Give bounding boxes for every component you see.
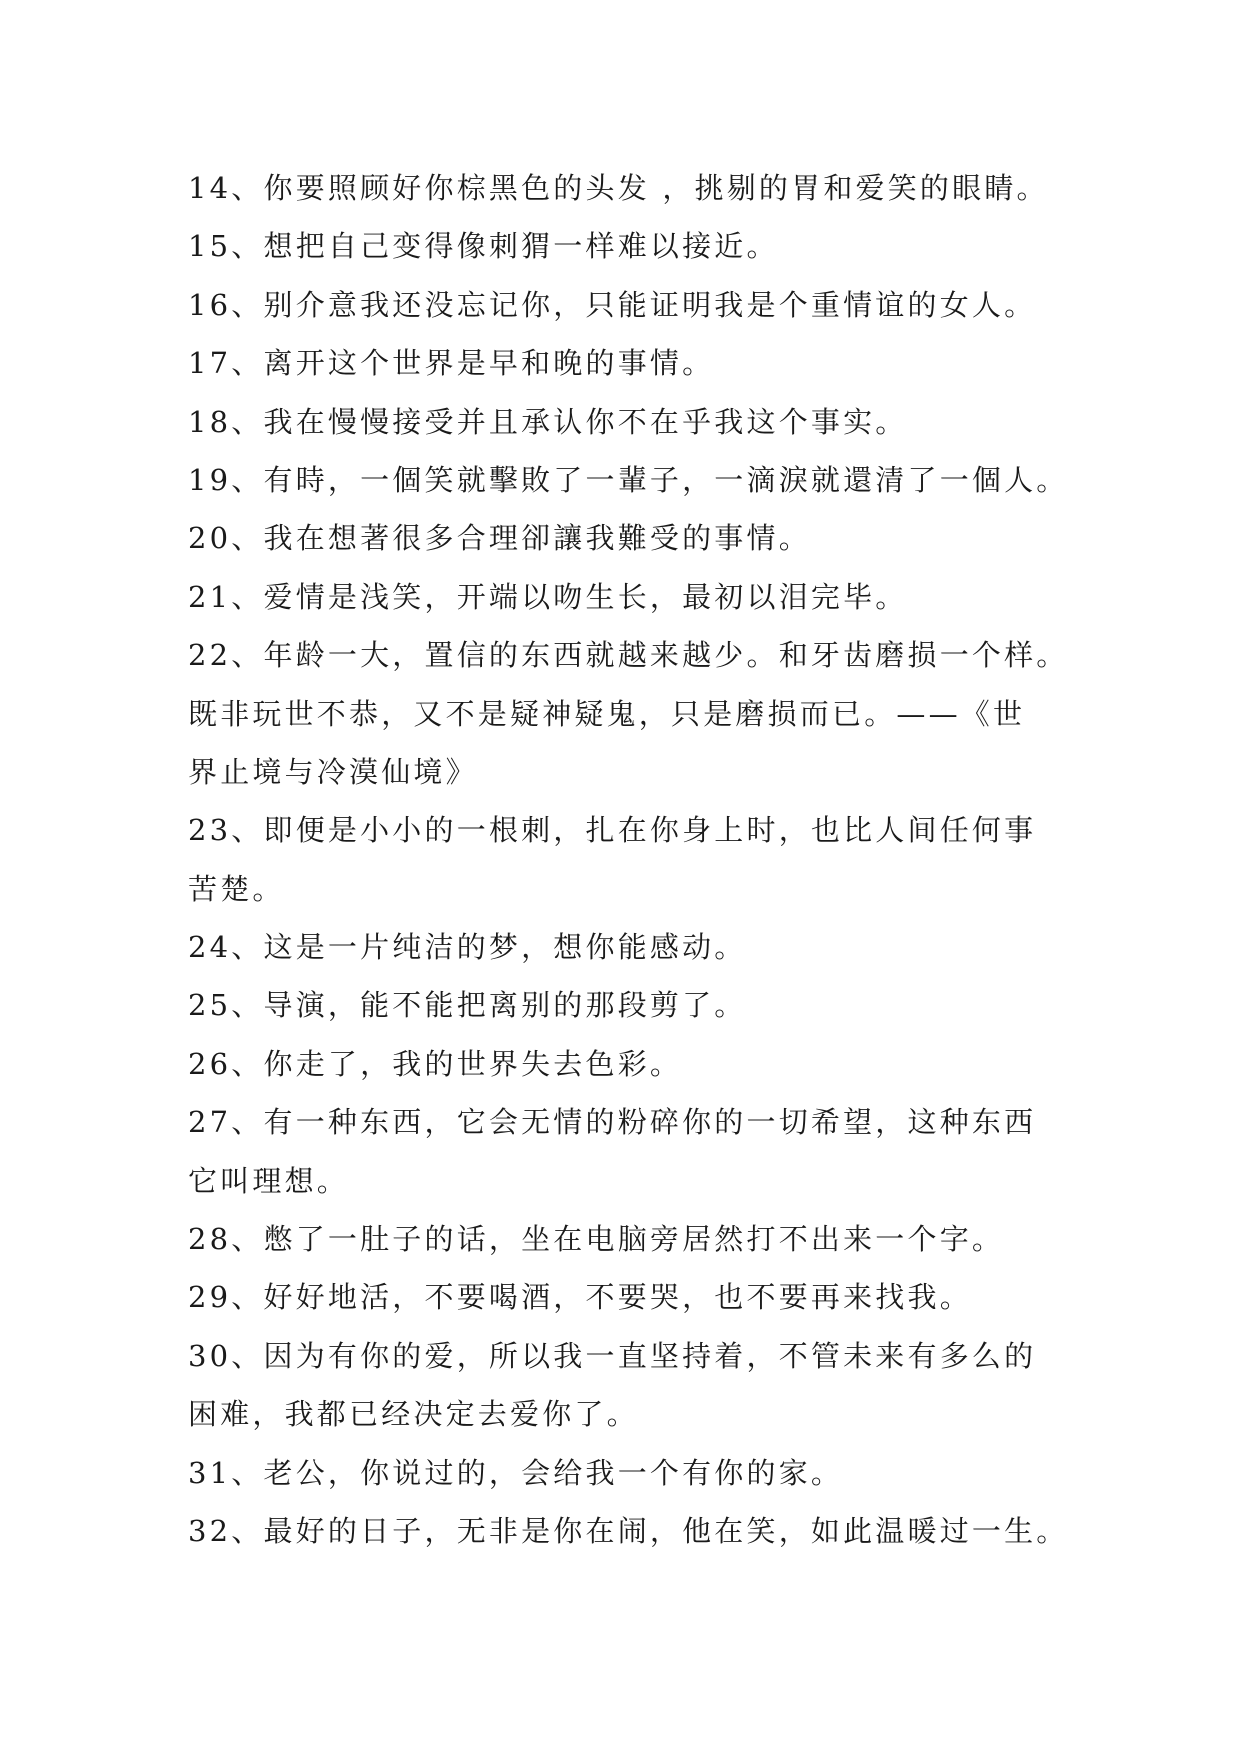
document-body (188, 159, 1068, 1560)
text-line: 18、我在慢慢接受并且承认你不在乎我这个事实。 (188, 404, 908, 439)
text-line: 27、有一种东西，它会无情的粉碎你的一切希望，这种东西 (188, 1105, 1037, 1140)
text-line: 25、导演，能不能把离别的那段剪了。 (188, 988, 747, 1023)
text-line: 29、好好地活，不要喝酒，不要哭，也不要再来找我。 (188, 1280, 972, 1315)
text-line: 31、老公，你说过的，会给我一个有你的家。 (188, 1455, 844, 1490)
text-line: 14、你要照顾好你棕黑色的头发 ，挑剔的胃和爱笑的眼睛。 (188, 171, 1049, 205)
text-line: 20、我在想著很多合理卻讓我難受的事情。 (188, 521, 811, 556)
text-line: 17、离开这个世界是早和晚的事情。 (188, 346, 715, 381)
text-line: 困难，我都已经决定去爱你了。 (188, 1397, 639, 1432)
text-line: 界止境与冷漠仙境》 (188, 754, 478, 789)
text-line: 21、爱情是浅笑，开端以吻生长，最初以泪完毕。 (188, 579, 908, 614)
text-line: 15、想把自己变得像刺猬一样难以接近。 (188, 229, 779, 264)
text-line: 24、这是一片纯洁的梦，想你能感动。 (188, 930, 747, 965)
text-line: 32、最好的日子，无非是你在闹，他在笑，如此温暖过一生。 (188, 1513, 1069, 1548)
text-line: 28、憋了一肚子的话，坐在电脑旁居然打不出来一个字。 (188, 1222, 1005, 1257)
text-line: 它叫理想。 (188, 1163, 350, 1198)
text-line: 苦楚。 (188, 871, 285, 906)
text-line: 22、年龄一大，置信的东西就越来越少。和牙齿磨损一个样。 (188, 638, 1069, 673)
text-line: 30、因为有你的爱，所以我一直坚持着，不管未来有多么的 (188, 1338, 1037, 1373)
text-line: 16、别介意我还没忘记你，只能证明我是个重情谊的女人。 (188, 287, 1037, 322)
text-line: 23、即便是小小的一根刺，扎在你身上时，也比人间任何事 (188, 813, 1037, 848)
text-line: 26、你走了，我的世界失去色彩。 (188, 1046, 683, 1081)
text-line: 既非玩世不恭，又不是疑神疑鬼，只是磨损而已。——《世 (188, 696, 1026, 731)
text-line: 19、有時，一個笑就擊敗了一輩子，一滴淚就還清了一個人。 (188, 462, 1069, 497)
